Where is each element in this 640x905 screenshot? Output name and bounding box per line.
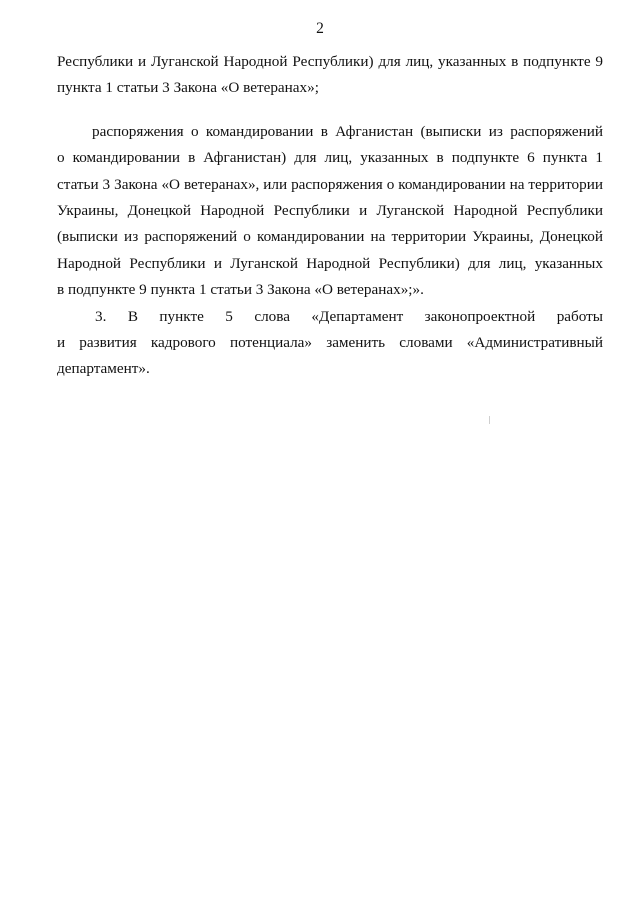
document-body [57, 49, 603, 383]
paragraph-2 [57, 119, 603, 304]
paragraph-line: статьи 3 Закона «О ветеранах», или распоряжения о командировании на территории [57, 175, 603, 193]
paragraph-line: Народной Республики и Луганской Народной Республики) для лиц, указанных [57, 254, 603, 272]
scan-artifact [489, 416, 490, 424]
page-number: 2 [316, 20, 324, 37]
paragraph-line: пункта 1 статьи 3 Закона «О ветеранах»; [57, 79, 319, 97]
paragraph-line: распоряжения о командировании в Афганистан (выписки из распоряжений [92, 122, 603, 140]
paragraph-1 [57, 49, 603, 102]
paragraph-line: Республики и Луганской Народной Республики) для лиц, указанных в подпункте 9 [57, 53, 603, 70]
paragraph-line: 3. В пункте 5 слова «Департамент законопроектной работы [95, 307, 603, 325]
paragraph-line: и развития кадрового потенциала» заменить словами «Административный [57, 333, 603, 351]
paragraph-line: о командировании в Афганистан) для лиц, указанных в подпункте 6 пункта 1 [57, 149, 603, 167]
paragraph-line: департамент». [57, 360, 150, 378]
paragraph-line: Украины, Донецкой Народной Республики и Луганской Народной Республики [57, 201, 603, 219]
paragraph-line: (выписки из распоряжений о командировании на территории Украины, Донецкой [57, 228, 603, 246]
paragraph-3 [57, 304, 603, 383]
paragraph-line: в подпункте 9 пункта 1 статьи 3 Закона «О ветеранах»;». [57, 281, 424, 299]
